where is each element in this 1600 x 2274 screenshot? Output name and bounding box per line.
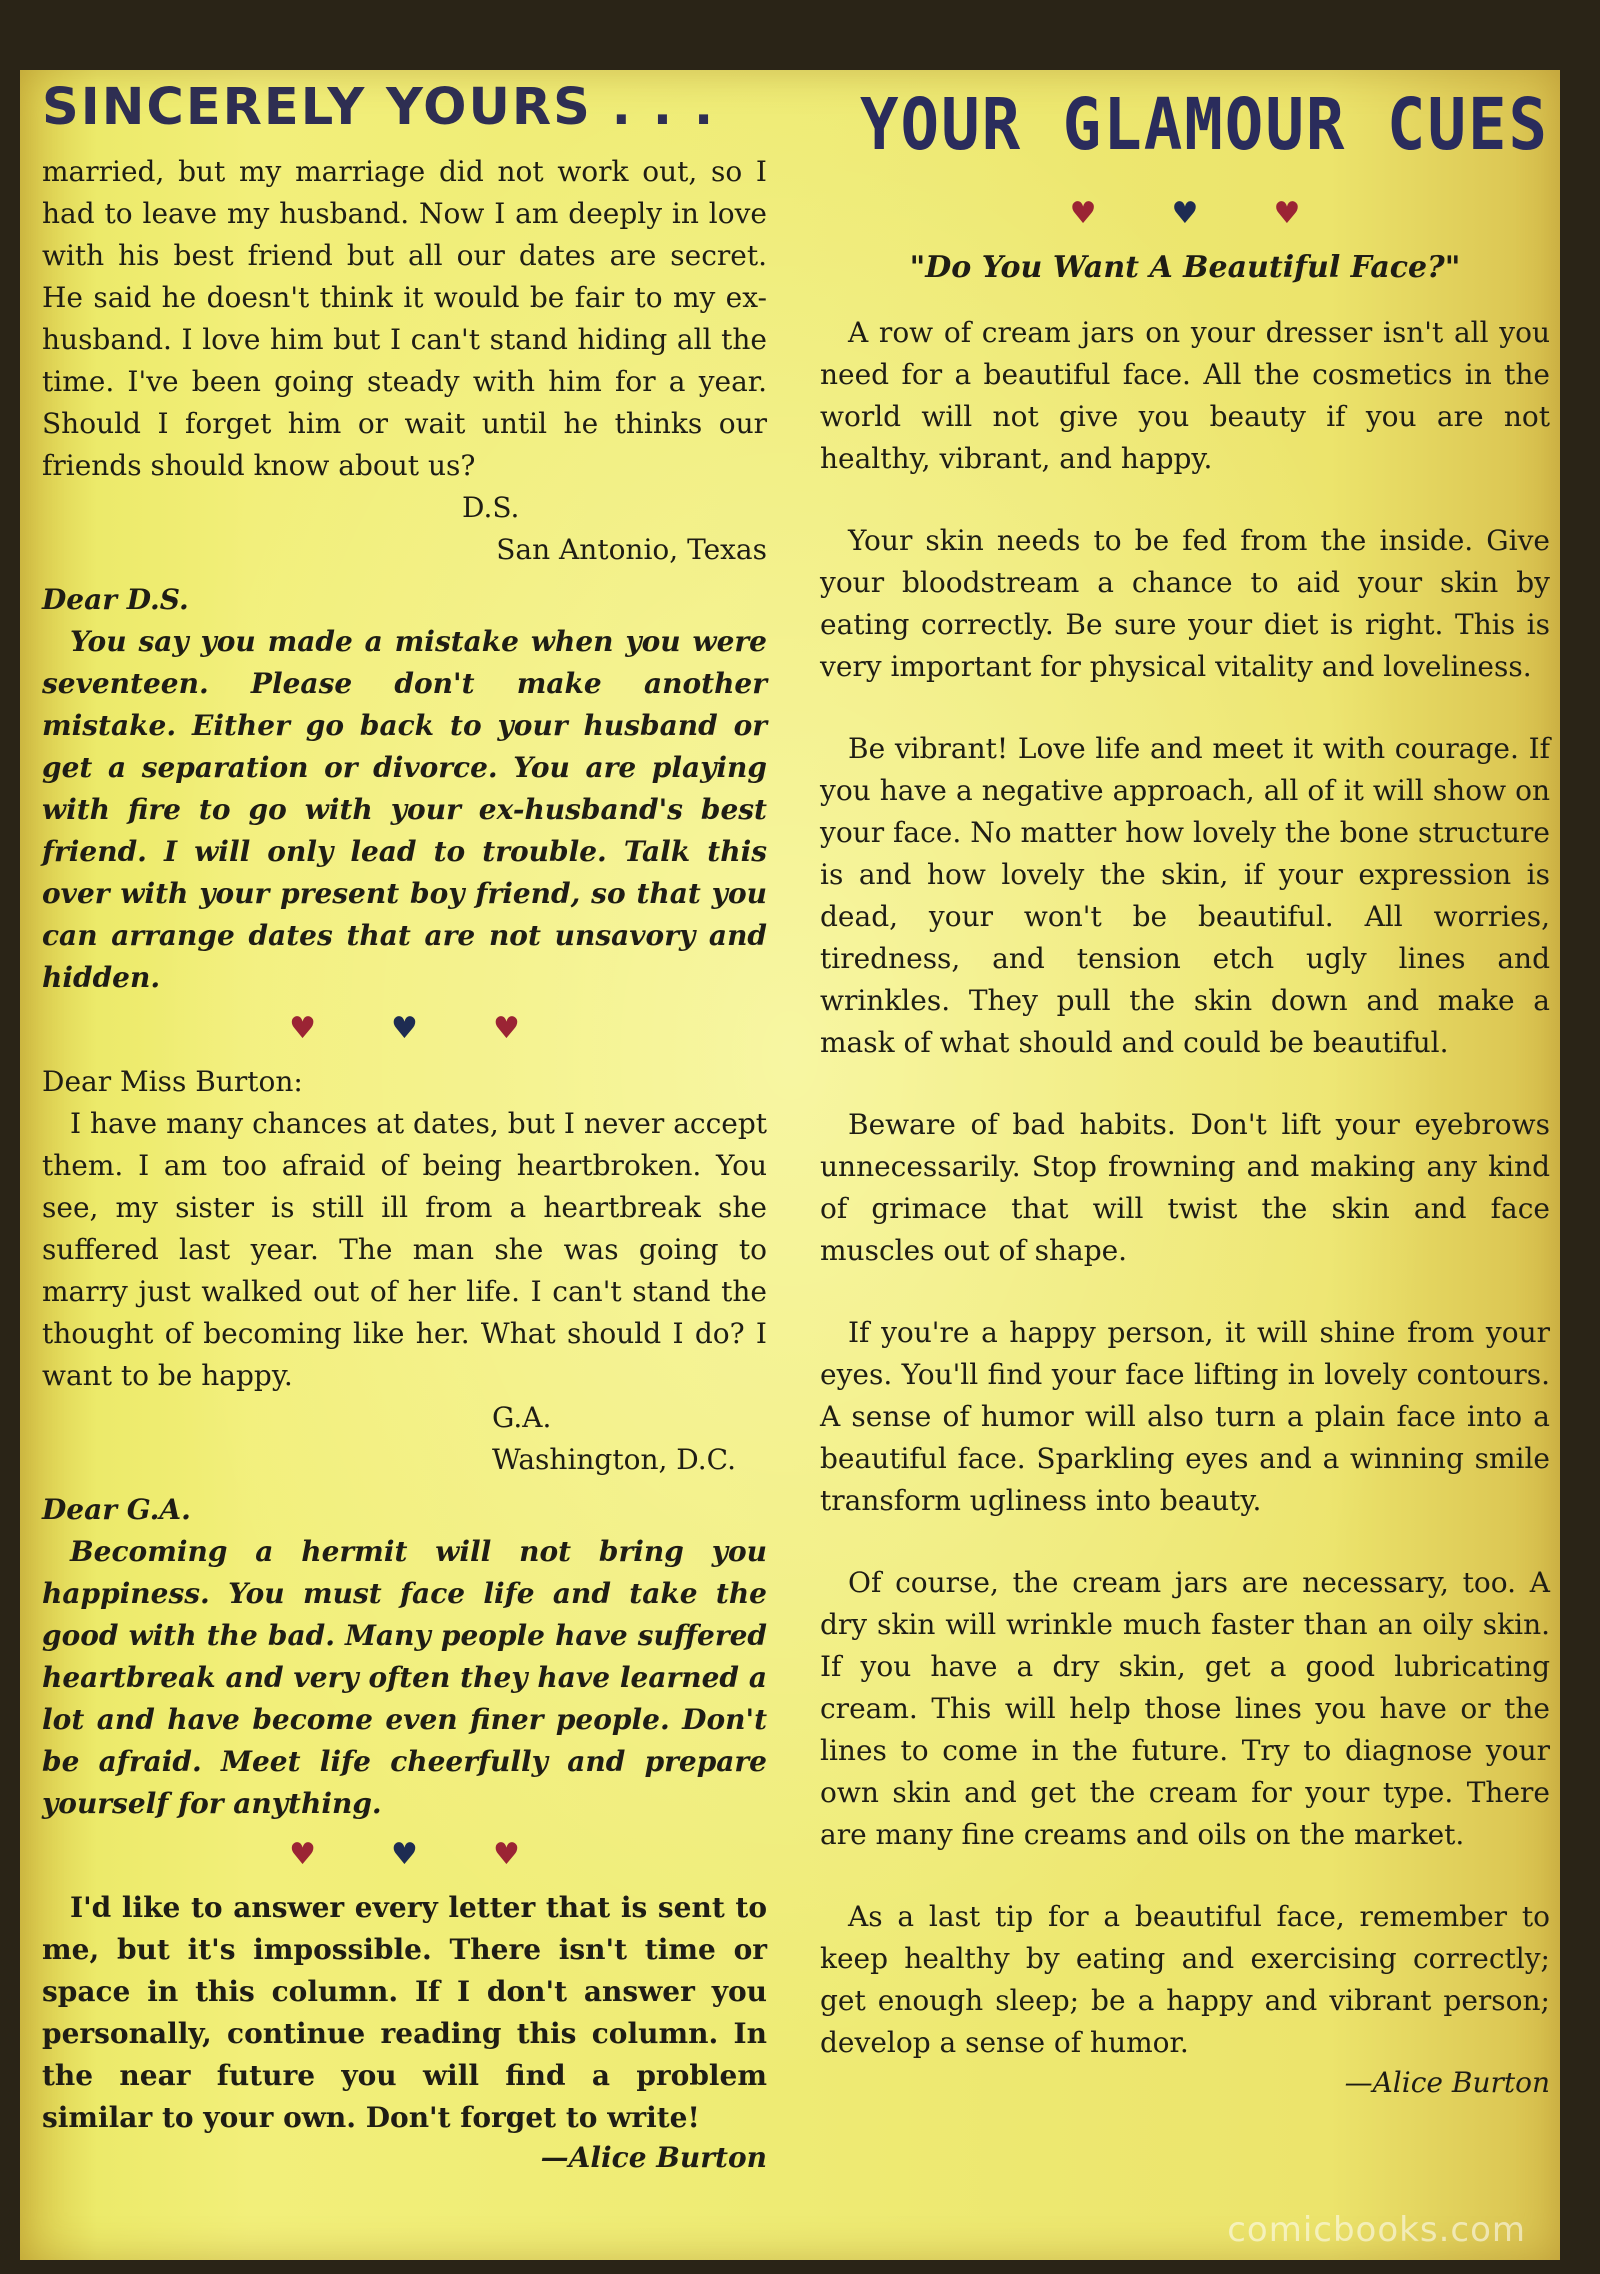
reply-1-salutation: Dear D.S.	[42, 583, 189, 616]
letter-1-city: San Antonio, Texas	[496, 533, 767, 566]
heart-icon: ♥	[289, 1837, 317, 1872]
letter-2-city: Washington, D.C.	[492, 1443, 736, 1476]
letter-2-body: I have many chances at dates, but I never accept them. I am too afraid of being heartbroken. You see, my sister is still ill from a heartbreak she suffered last year. The man she was going to marry just walked out of her life. I can't stand the thought of becoming like her. What should I do? I want to be happy.	[42, 1107, 767, 1392]
watermark: comicbooks.com	[1227, 2210, 1526, 2250]
heart-icon: ♥	[1171, 196, 1199, 231]
article-paragraph: Be vibrant! Love life and meet it with courage. If you have a negative approach, all of it will show on your face. No matter how lovely the bone structure is and how lovely the skin, if your expression is dead, your won't be beautiful. All worries, tiredness, and tension etch ugly lines and wrinkles. They pull the skin down and make a mask of what should and could be beautiful.	[820, 732, 1550, 1059]
article-subtitle: "Do You Want A Beautiful Face?"	[909, 250, 1461, 285]
magazine-page	[20, 70, 1560, 2260]
article-paragraph: Your skin needs to be fed from the inside. Give your bloodstream a chance to aid your skin by eating correctly. Be sure your diet is right. This is very important for physical vitality and loveliness.	[820, 524, 1550, 683]
article-paragraph: Beware of bad habits. Don't lift your eyebrows unnecessarily. Stop frowning and making any kind of grimace that will twist the skin and face muscles out of shape.	[820, 1108, 1550, 1267]
heart-divider-2	[42, 1835, 767, 1875]
heart-icon: ♥	[492, 1011, 520, 1046]
article-paragraph: If you're a happy person, it will shine from your eyes. You'll find your face lifting in lovely contours. A sense of humor will also turn a plain face into a beautiful face. Sparkling eyes and a winning smile transform ugliness into beauty.	[820, 1316, 1550, 1517]
heart-divider-3	[820, 194, 1550, 234]
letter-1-body: married, but my marriage did not work out, so I had to leave my husband. Now I am deeply in love with his best friend but all our dates are secret. He said he doesn't think it would be fair to my ex-husband. I love him but I can't stand hiding all the time. I've been going steady with him for a year. Should I forget him or wait until he thinks our friends should know about us?	[42, 155, 767, 482]
glamour-cues-column	[820, 70, 1550, 2102]
column-heading-left: SINCERELY YOURS . . .	[42, 78, 716, 137]
heart-icon: ♥	[492, 1837, 520, 1872]
letter-1-initials: D.S.	[462, 491, 520, 524]
column-heading-right: YOUR GLAMOUR CUES	[860, 84, 1550, 167]
sincerely-yours-column	[42, 70, 767, 2177]
article-paragraph: Of course, the cream jars are necessary, too. A dry skin will wrinkle much faster than an oily skin. If you have a dry skin, get a good lubricating cream. This will help those lines you have or the lines to come in the future. Try to diagnose your own skin and get the cream for your type. There are many fine creams and oils on the market.	[820, 1566, 1550, 1851]
signature-right: —Alice Burton	[1344, 2066, 1550, 2099]
letter-2-initials: G.A.	[492, 1401, 552, 1434]
heart-divider-1	[42, 1009, 767, 1049]
reply-2-salutation: Dear G.A.	[42, 1493, 191, 1526]
closing-note: I'd like to answer every letter that is sent to me, but it's impossible. There isn't time or space in this column. If I don't answer you personally, continue reading this column. In the near future you will find a problem similar to your own. Don't forget to write!	[42, 1891, 767, 2134]
heart-icon: ♥	[391, 1011, 418, 1046]
heart-icon: ♥	[1069, 196, 1097, 231]
heart-icon: ♥	[289, 1011, 317, 1046]
article-paragraph: As a last tip for a beautiful face, remember to keep healthy by eating and exercising correctly; get enough sleep; be a happy and vibrant person; develop a sense of humor.	[820, 1900, 1550, 2059]
reply-2-body: Becoming a hermit will not bring you happiness. You must face life and take the good with the bad. Many people have suffered heartbreak and very often they have learned a lot and have become even finer people. Don't be afraid. Meet life cheerfully and prepare yourself for anything.	[42, 1535, 767, 1820]
signature-left: —Alice Burton	[540, 2141, 767, 2174]
letter-2-salutation: Dear Miss Burton:	[42, 1065, 303, 1098]
reply-1-body: You say you made a mistake when you were seventeen. Please don't make another mistake. Either go back to your husband or get a separation or divorce. You are playing with fire to go with your ex-husband's best friend. I will only lead to trouble. Talk this over with your present boy friend, so that you can arrange dates that are not unsavory and hidden.	[42, 625, 767, 994]
heart-icon: ♥	[1273, 196, 1301, 231]
heart-icon: ♥	[391, 1837, 418, 1872]
article-paragraph: A row of cream jars on your dresser isn't all you need for a beautiful face. All the cosmetics in the world will not give you beauty if you are not healthy, vibrant, and happy.	[820, 316, 1550, 475]
